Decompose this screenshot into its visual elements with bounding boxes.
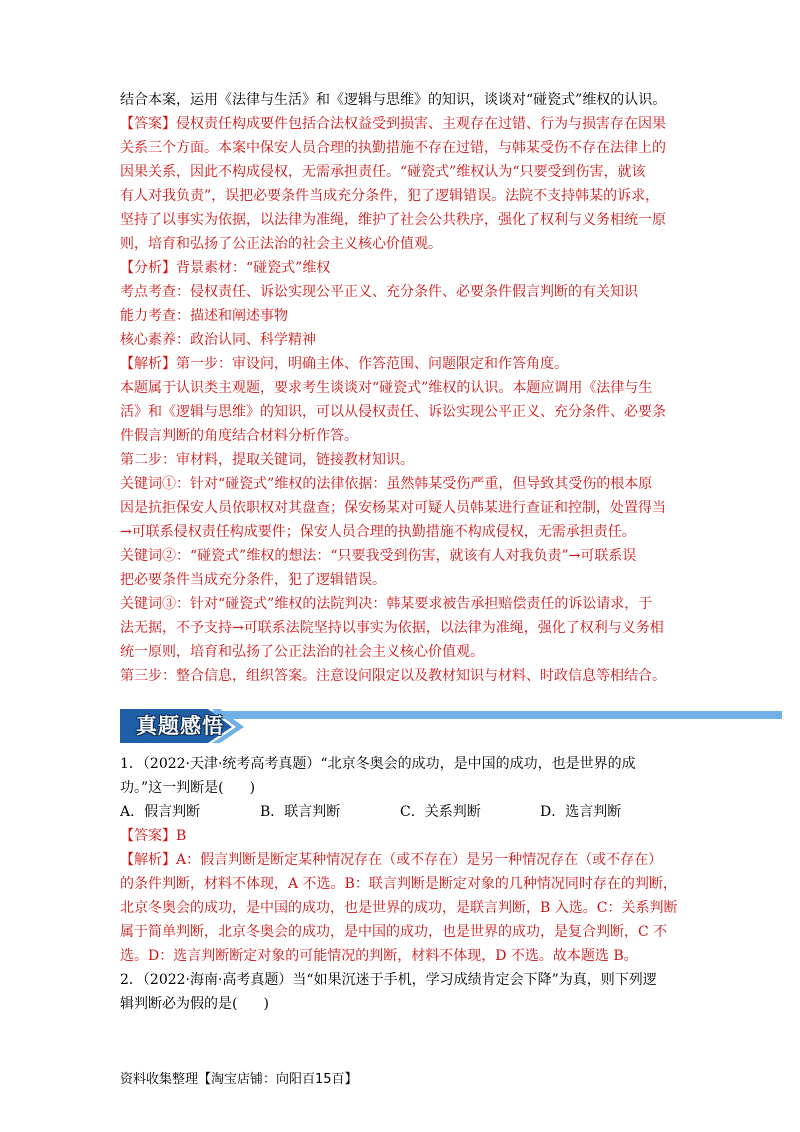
q1-stem-line: 1．（2022·天津·统考高考真题）“北京冬奥会的成功，是中国的成功，也是世界的成: [120, 756, 636, 772]
section-banner: [120, 707, 782, 745]
explain-line: 统一原则，培育和弘扬了公正法治的社会主义核心价值观。: [120, 644, 484, 660]
answer-section: [120, 112, 690, 256]
explain-line: 第二步：审材料，提取关键词，链接教材知识。: [120, 452, 414, 468]
main-content: [120, 88, 690, 688]
question-1: [120, 752, 690, 968]
option-d[interactable]: D．选言判断: [540, 804, 622, 820]
analysis-line: 核心素养：政治认同、科学精神: [120, 332, 316, 348]
answer-line: 有人对我负责”，误把必要条件当成充分条件，犯了逻辑错误。法院不支持韩某的诉求，: [120, 188, 660, 204]
explain-line: 件假言判断的角度结合材料分析作答。: [120, 428, 358, 444]
analysis-background: 背景素材：“碰瓷式”维权: [176, 260, 331, 276]
answer-line: 侵权责任构成要件包括合法权益受到损害、主观存在过错、行为与损害存在因果: [176, 116, 666, 132]
analysis-section: [120, 256, 690, 352]
explain-step1: 第一步：审设问，明确主体、作答范围、问题限定和作答角度。: [176, 356, 568, 372]
answer-line: 关系三个方面。本案中保安人员合理的执勤措施不存在过错，与韩某受伤不存在法律上的: [120, 140, 666, 156]
q1-explain-line: 的条件判断，材料不体现，A 不选。B：联言判断是断定对象的几种情况同时存在的判断，: [120, 876, 677, 892]
banner-title: 真题感悟: [136, 714, 224, 738]
answer-line: 坚持了以事实为依据，以法律为准绳，维护了社会公共秩序，强化了权利与义务相统一原: [120, 212, 666, 228]
explain-section: [120, 352, 690, 688]
q1-stem-line: 功。”这一判断是( ): [120, 780, 256, 796]
explain-line: 本题属于认识类主观题，要求考生谈谈对“碰瓷式”维权的认识。本题应调用《法律与生: [120, 380, 653, 396]
analysis-line: 考点考查：侵权责任、诉讼实现公平正义、充分条件、必要条件假言判断的有关知识: [120, 284, 638, 300]
explain-line: 关键词③：针对“碰瓷式”维权的法院判决：韩某要求被告承担赔偿责任的诉讼请求，于: [120, 596, 653, 612]
q1-explain-line: 属于简单判断，北京冬奥会的成功，是中国的成功，也是世界的成功，是复合判断，C 不: [120, 924, 668, 940]
option-a[interactable]: A．假言判断: [120, 804, 201, 820]
analysis-line: 能力考查：描述和阐述事物: [120, 308, 288, 324]
explain-line: 把必要条件当成充分条件，犯了逻辑错误。: [120, 572, 386, 588]
answer-line: 因果关系，因此不构成侵权，无需承担责任。“碰瓷式”维权认为“只要受到伤害，就该: [120, 164, 646, 180]
option-b[interactable]: B．联言判断: [260, 804, 341, 820]
explain-line: 关键词②：“碰瓷式”维权的想法：“只要我受到伤害，就该有人对我负责”→可联系误: [120, 548, 637, 564]
analysis-tag: 【分析】: [120, 260, 176, 276]
explain-line: 法无据，不予支持→可联系法院坚持以事实为依据，以法律为准绳，强化了权利与义务相: [120, 620, 664, 636]
question-2: [120, 968, 690, 1016]
q2-stem-line: 2．（2022·海南·高考真题）当“如果沉迷于手机，学习成绩肯定会下降”为真，则下列逻: [120, 972, 657, 988]
q1-options: [120, 800, 690, 824]
explain-line: 关键词①：针对“碰瓷式”维权的法律依据：虽然韩某受伤严重，但导致其受伤的根本原: [120, 476, 653, 492]
answer-line: 则，培育和弘扬了公正法治的社会主义核心价值观。: [120, 236, 442, 252]
answer-tag: 【答案】: [120, 116, 176, 132]
q2-stem-line: 辑判断必为假的是( ): [120, 996, 269, 1012]
explain-line: 因是抗拒保安人员依职权对其盘查；保安杨某对可疑人员韩某进行查证和控制，处置得当: [120, 500, 666, 516]
q1-answer: 【答案】B: [120, 828, 187, 844]
explain-line: →可联系侵权责任构成要件；保安人员合理的执勤措施不构成侵权，无需承担责任。: [120, 524, 636, 540]
explain-line: 活》和《逻辑与思维》的知识，可以从侵权责任、诉讼实现公平正义、充分条件、必要条: [120, 404, 666, 420]
explain-line: 第三步：整合信息，组织答案。注意设问限定以及教材知识与材料、时政信息等相结合。: [120, 668, 666, 684]
option-c[interactable]: C．关系判断: [400, 804, 481, 820]
q1-explain-line: 北京冬奥会的成功，是中国的成功，也是世界的成功，是联言判断，B 入选。C：关系判断: [120, 900, 678, 916]
explain-tag: 【解析】: [120, 356, 176, 372]
q1-explain-line: 选。D：选言判断断定对象的可能情况的判断，材料不体现，D 不选。故本题选 B。: [120, 948, 638, 964]
page-footer: 资料收集整理【淘宝店铺：向阳百15百】: [120, 1072, 358, 1087]
q1-explain-line: 【解析】A：假言判断是断定某种情况存在（或不存在）是另一种情况存在（或不存在）: [120, 852, 663, 868]
intro-question: 结合本案，运用《法律与生活》和《逻辑与思维》的知识，谈谈对“碰瓷式”维权的认识。: [120, 92, 667, 108]
